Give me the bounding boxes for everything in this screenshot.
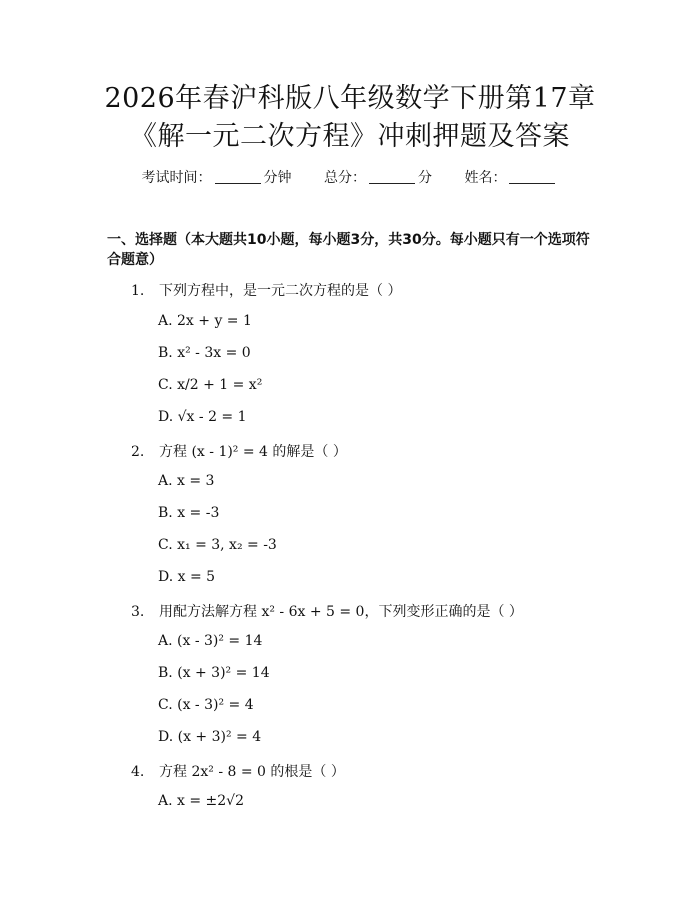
option-1d: D. √x - 2 = 1 bbox=[158, 409, 247, 425]
question-1 bbox=[131, 280, 401, 300]
page-title-line1: 2026年春沪科版八年级数学下册第17章 bbox=[104, 83, 596, 114]
option-1b: B. x² - 3x = 0 bbox=[158, 345, 251, 361]
option-3a: A. (x - 3)² = 14 bbox=[158, 633, 263, 649]
total-score-unit: 分 bbox=[418, 170, 432, 186]
option-3b: B. (x + 3)² = 14 bbox=[158, 665, 270, 681]
question-4 bbox=[131, 761, 345, 781]
page-title-line2: 《解一元二次方程》冲刺押题及答案 bbox=[130, 121, 570, 152]
student-name-label: 姓名： bbox=[464, 170, 507, 186]
question-2 bbox=[131, 441, 347, 461]
question-text: 下列方程中，是一元二次方程的是（ ） bbox=[159, 283, 402, 299]
option-3c: C. (x - 3)² = 4 bbox=[158, 697, 254, 713]
option-1a: A. 2x + y = 1 bbox=[158, 313, 252, 329]
student-name-blank bbox=[509, 170, 555, 184]
question-number: 1. bbox=[131, 283, 145, 299]
question-number: 4. bbox=[131, 764, 145, 780]
question-text: 方程 2x² - 8 = 0 的根是（ ） bbox=[159, 764, 345, 780]
option-1c: C. x/2 + 1 = x² bbox=[158, 377, 263, 393]
option-2c: C. x₁ = 3, x₂ = -3 bbox=[158, 537, 277, 553]
student-name bbox=[464, 170, 558, 186]
exam-time-unit: 分钟 bbox=[263, 170, 292, 186]
option-2b: B. x = -3 bbox=[158, 505, 220, 521]
total-score-label: 总分： bbox=[324, 170, 366, 186]
question-number: 3. bbox=[131, 604, 145, 620]
question-text: 方程 (x - 1)² = 4 的解是（ ） bbox=[159, 444, 347, 460]
exam-info-line bbox=[0, 167, 700, 187]
question-text: 用配方法解方程 x² - 6x + 5 = 0，下列变形正确的是（ ） bbox=[159, 604, 523, 620]
option-3d: D. (x + 3)² = 4 bbox=[158, 729, 262, 745]
option-2d: D. x = 5 bbox=[158, 569, 216, 585]
exam-time bbox=[142, 170, 292, 186]
question-3 bbox=[131, 601, 523, 621]
option-2a: A. x = 3 bbox=[158, 473, 215, 489]
exam-time-label: 考试时间： bbox=[141, 170, 212, 186]
total-score bbox=[324, 170, 432, 186]
question-number: 2. bbox=[131, 444, 145, 460]
exam-time-blank bbox=[215, 170, 261, 184]
option-4a: A. x = ±2√2 bbox=[158, 793, 245, 809]
total-score-blank bbox=[369, 170, 415, 184]
section-heading: 一、选择题（本大题共10小题，每小题3分，共30分。每小题只有一个选项符合题意） bbox=[107, 232, 590, 268]
